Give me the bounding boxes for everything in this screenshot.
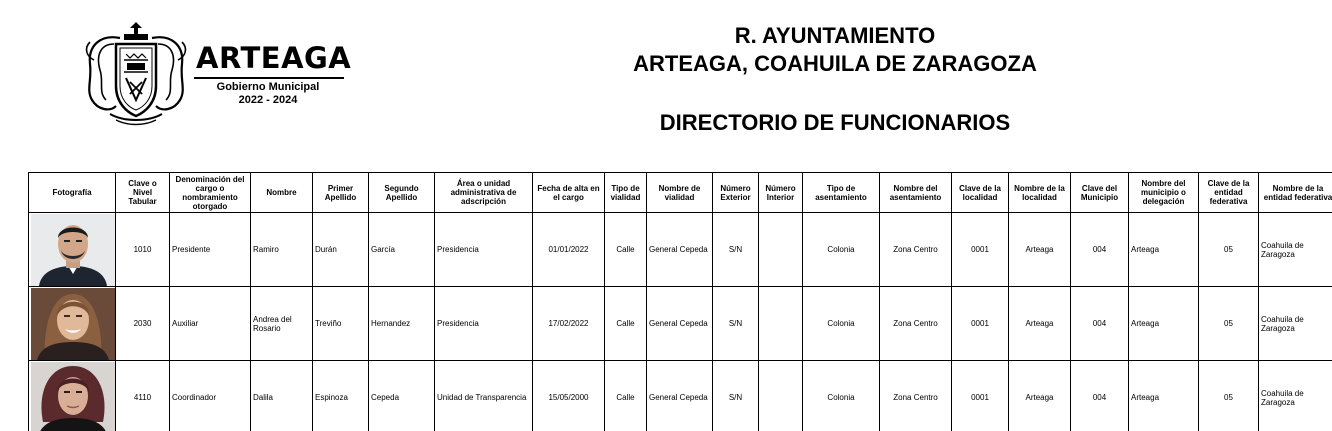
column-header: Nombre de la localidad [1009,173,1071,213]
cell-asentamiento: Zona Centro [880,287,952,361]
cell-tipo-asentamiento: Colonia [803,213,880,287]
photo-cell [29,213,116,287]
table-row [29,287,1332,361]
cell-cargo: Auxiliar [170,287,251,361]
cell-tipo-vialidad: Calle [605,287,647,361]
cell-municipio: Arteaga [1129,287,1199,361]
official-photo-icon [31,362,115,431]
cell-entidad: Coahuila de Zaragoza [1259,287,1332,361]
table-row [29,361,1332,431]
column-header: Denominación del cargo o nombramiento otorgado [170,173,251,213]
cell-clave-entidad: 05 [1199,213,1259,287]
directory-table [28,172,1332,431]
cell-tipo-vialidad: Calle [605,213,647,287]
cell-fecha: 01/01/2022 [533,213,605,287]
cell-apellido1: Espinoza [313,361,369,431]
cell-clave-entidad: 05 [1199,361,1259,431]
cell-clave: 2030 [116,287,170,361]
cell-localidad: Arteaga [1009,287,1071,361]
document-header [600,22,1070,137]
column-header: Primer Apellido [313,173,369,213]
table-header-row [29,173,1332,213]
cell-clave: 1010 [116,213,170,287]
cell-vialidad: General Cepeda [647,213,713,287]
cell-apellido1: Treviño [313,287,369,361]
cell-clave-localidad: 0001 [952,213,1009,287]
cell-asentamiento: Zona Centro [880,213,952,287]
cell-tipo-asentamiento: Colonia [803,361,880,431]
column-header: Tipo de vialidad [605,173,647,213]
cell-tipo-vialidad: Calle [605,361,647,431]
cell-entidad: Coahuila de Zaragoza [1259,361,1332,431]
column-header: Área o unidad administrativa de adscripción [435,173,533,213]
column-header: Clave del Municipio [1071,173,1129,213]
logo-period: 2022 - 2024 [238,94,298,107]
column-header: Clave de la entidad federativa [1199,173,1259,213]
cell-municipio: Arteaga [1129,361,1199,431]
column-header: Nombre de la entidad federativa [1259,173,1332,213]
cell-nombre: Dalila [251,361,313,431]
column-header: Número Interior [759,173,803,213]
cell-clave-localidad: 0001 [952,287,1009,361]
title-ayuntamiento: R. AYUNTAMIENTO [734,23,936,48]
cell-vialidad: General Cepeda [647,361,713,431]
cell-apellido1: Durán [313,213,369,287]
cell-cargo: Coordinador [170,361,251,431]
column-header: Nombre del asentamiento [880,173,952,213]
cell-apellido2: Hernandez [369,287,435,361]
column-header: Tipo de asentamiento [803,173,880,213]
cell-clave: 4110 [116,361,170,431]
cell-fecha: 17/02/2022 [533,287,605,361]
cell-clave-municipio: 004 [1071,287,1129,361]
cell-num-int [759,213,803,287]
cell-localidad: Arteaga [1009,213,1071,287]
logo-wordmark: ARTEAGA [196,41,352,75]
official-photo-icon [31,214,115,286]
cell-apellido2: Cepeda [369,361,435,431]
logo-subtitle-text: Gobierno Municipal [216,81,320,93]
cell-num-ext: S/N [713,213,759,287]
cell-num-int [759,361,803,431]
cell-nombre: Andrea del Rosario [251,287,313,361]
cell-apellido2: García [369,213,435,287]
column-header: Clave o Nivel Tabular [116,173,170,213]
cell-clave-municipio: 004 [1071,213,1129,287]
cell-fecha: 15/05/2000 [533,361,605,431]
column-header: Nombre del municipio o delegación [1129,173,1199,213]
column-header: Fecha de alta en el cargo [533,173,605,213]
municipal-logo [80,20,350,128]
column-header: Nombre [251,173,313,213]
column-header: Clave de la localidad [952,173,1009,213]
column-header: Nombre de vialidad [647,173,713,213]
cell-num-ext: S/N [713,361,759,431]
table-row [29,213,1332,287]
cell-vialidad: General Cepeda [647,287,713,361]
logo-subtitle [208,81,328,107]
cell-area: Unidad de Transparencia [435,361,533,431]
cell-area: Presidencia [435,287,533,361]
cell-clave-entidad: 05 [1199,287,1259,361]
cell-entidad: Coahuila de Zaragoza [1259,213,1332,287]
coat-of-arms-icon [80,20,192,128]
cell-num-int [759,287,803,361]
cell-asentamiento: Zona Centro [880,361,952,431]
cell-municipio: Arteaga [1129,213,1199,287]
logo-divider [194,77,344,79]
cell-num-ext: S/N [713,287,759,361]
cell-clave-localidad: 0001 [952,361,1009,431]
photo-cell [29,361,116,431]
title-municipality: ARTEAGA, COAHUILA DE ZARAGOZA [633,51,1037,76]
cell-nombre: Ramiro [251,213,313,287]
column-header: Número Exterior [713,173,759,213]
cell-area: Presidencia [435,213,533,287]
photo-cell [29,287,116,361]
cell-tipo-asentamiento: Colonia [803,287,880,361]
official-photo-icon [31,288,115,360]
column-header: Fotografía [29,173,116,213]
cell-localidad: Arteaga [1009,361,1071,431]
title-directory: DIRECTORIO DE FUNCIONARIOS [659,110,1011,135]
cell-clave-municipio: 004 [1071,361,1129,431]
column-header: Segundo Apellido [369,173,435,213]
cell-cargo: Presidente [170,213,251,287]
